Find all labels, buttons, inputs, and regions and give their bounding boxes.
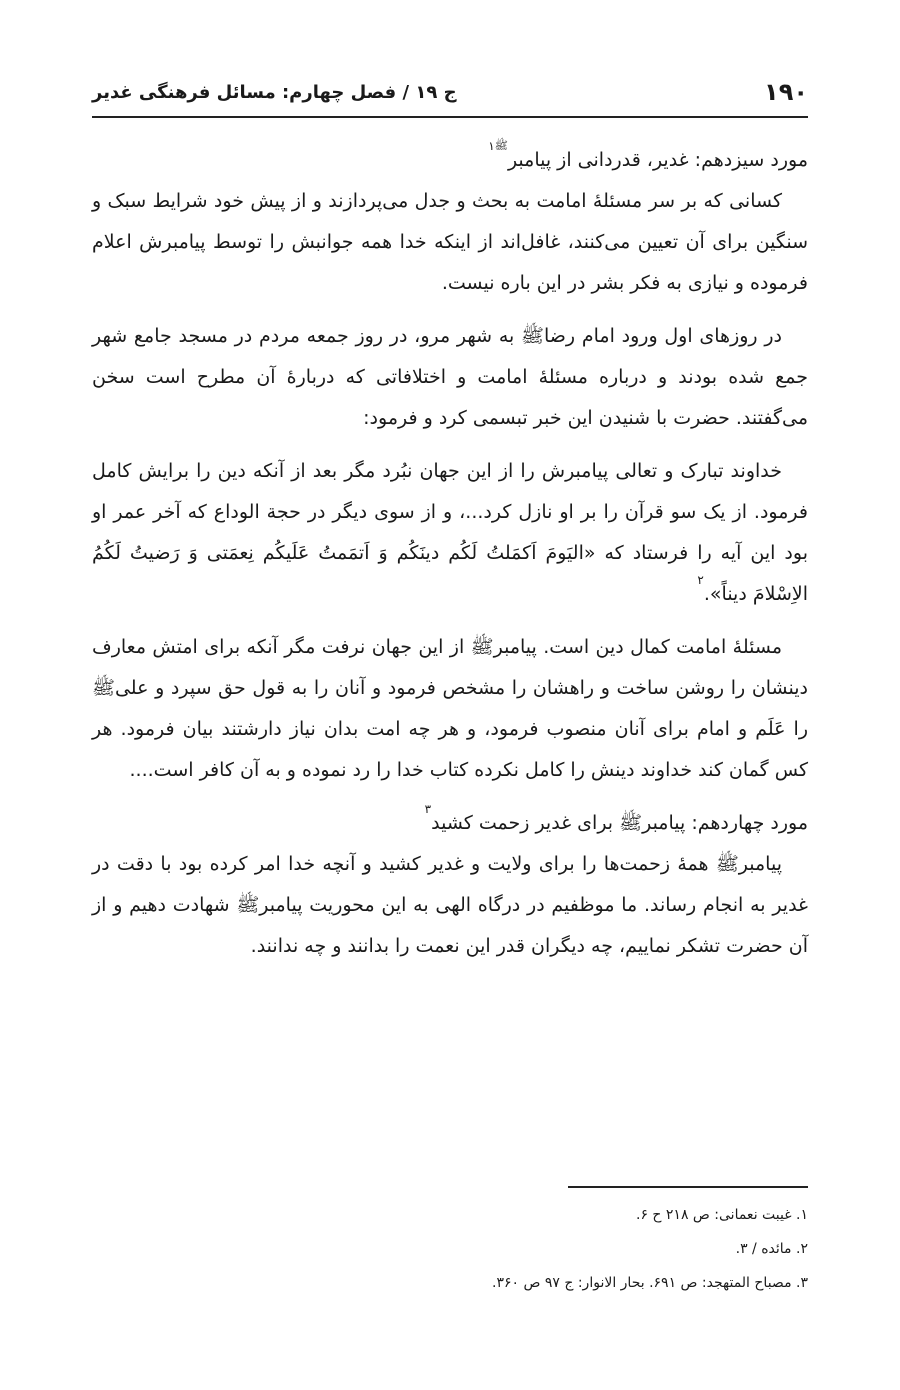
section-13-title-text: مورد سیزدهم: غدیر، قدردانی از پیامبر — [507, 149, 808, 171]
section-13-paragraph-3 — [92, 451, 808, 615]
running-title: ج ۱۹ / فصل چهارم: مسائل فرهنگی غدیر — [92, 81, 457, 103]
section-13-paragraph-4: مسئلهٔ امامت کمال دین است. پیامبرﷺ از این جهان نرفت مگر آنکه برای امتش معارف دینشان را روشن ساخت و راهشان را مشخص فرمود و آنان را به قول حق سپرد و علیﷺ را عَلَم و امام برای آنان منصوب فرمود، و هر چه امت بدان نیاز دارشتند بیان فرمود. هر کس گمان کند خداوند دینش را کامل نکرده کتاب خدا را رد نموده و به آن کافر است.... — [92, 636, 808, 781]
footnote-1: ۱. غیبت نعمانی: ص ۲۱۸ ح ۶. — [635, 1207, 808, 1223]
page-number: ۱۹۰ — [764, 78, 808, 106]
footnote-divider — [568, 1186, 808, 1188]
section-14-paragraph-1: پیامبرﷺ همهٔ زحمت‌ها را برای ولایت و غدیر کشید و آنچه خدا امر کرده بود با دقت در غدیر به انجام رساند. ما موظفیم در درگاه الهی به این محوریت پیامبرﷺ شهادت دهیم و از آن حضرت تشکر نماییم، چه دیگران قدر این نعمت را بدانند و چه ندانند. — [92, 853, 808, 957]
section-13-paragraph-2: در روزهای اول ورود امام رضاﷺ به شهر مرو، در روز جمعه مردم در مسجد جامع شهر جمع شده بودند و درباره مسئلهٔ امامت و اختلافاتی که دربارهٔ آن مطرح است سخن می‌گفتند. حضرت با شنیدن این خبر تبسمی کرد و فرمود: — [92, 325, 808, 429]
footnotes — [92, 1198, 808, 1300]
section-13-paragraph-3-text: خداوند تبارک و تعالی پیامبرش را از این جهان نبُرد مگر بعد از آنکه دین را برایش کامل فرمود. از یک سو قرآن را بر او نازل کرد...، و از سوی دیگر در حجة الوداع که آخر عمر او بود این آیه را فرستاد که «الیَومَ اَکمَلتُ لَکُم دینَکُم وَ اَتمَمتُ عَلَیکُم نِعمَتی وَ رَضیتُ لَکُمُ الاِسْلامَ دیناً». — [92, 460, 808, 605]
footnote-2: ۲. مائده / ۳. — [735, 1241, 808, 1257]
footnote-3: ۳. مصباح المتهجد: ص ۶۹۱. بحار الانوار: ج ۹۷ ص ۳۶۰. — [492, 1275, 808, 1291]
footnote-ref-1: ۱ — [488, 139, 495, 153]
body-text — [92, 140, 808, 967]
section-14-title — [92, 803, 808, 844]
section-13-title — [92, 140, 808, 181]
section-14-title-text: مورد چهاردهم: پیامبرﷺ برای غدیر زحمت کشید — [431, 812, 808, 834]
section-13-paragraph-1: کسانی که بر سر مسئلهٔ امامت به بحث و جدل می‌پردازند و از پیش خود شرایط سبک و سنگین برای آن تعیین می‌کنند، غافل‌اند از اینکه خدا همه جوانبش را توسط پیامبرش اعلام فرموده و نیازی به فکر بشر در این باره نیست. — [92, 190, 808, 294]
honorific-mark: ﷺ — [494, 139, 508, 152]
footnote-ref-3: ۳ — [424, 802, 432, 816]
footnote-ref-2: ۲ — [697, 573, 704, 587]
page-header — [92, 68, 808, 118]
